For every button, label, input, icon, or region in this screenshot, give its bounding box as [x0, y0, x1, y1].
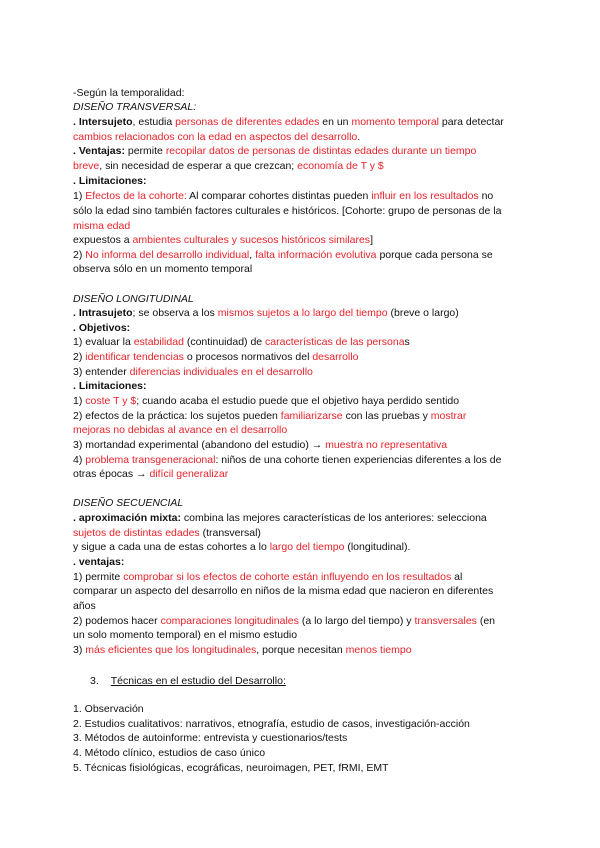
- tecnicas-heading: 3. Técnicas en el estudio del Desarrollo:: [90, 675, 286, 687]
- longitudinal-limitacion-2-line-1: 2) efectos de la práctica: los sujetos pueden familiarizarse con las pruebas y mostrar: [73, 410, 467, 422]
- transversal-ventajas-line-2: breve, sin necesidad de esperar a que crezcan; economía de T y $: [73, 160, 384, 172]
- secuencial-ventaja-1-line-1: 1) permite comprobar si los efectos de cohorte están influyendo en los resultados al: [73, 571, 463, 583]
- secuencial-ventajas-label: . ventajas:: [73, 556, 125, 568]
- secuencial-ventaja-1-line-3: años: [73, 600, 96, 612]
- longitudinal-title: DISEÑO LONGITUDINAL: [73, 293, 194, 305]
- secuencial-ventaja-1-line-2: comparar un aspecto del desarrollo en niños de la misma edad que nacieron en diferentes: [73, 585, 494, 597]
- transversal-limitacion-1-line-3: misma edad: [73, 220, 131, 232]
- longitudinal-intrasujeto: . Intrasujeto; se observa a los mismos sujetos a lo largo del tiempo (breve o largo): [73, 307, 459, 319]
- transversal-limitacion-2-line-2: observa sólo en un momento temporal: [73, 263, 253, 275]
- longitudinal-limitacion-1: 1) coste T y $; cuando acaba el estudio puede que el objetivo haya perdido sentido: [73, 395, 460, 407]
- secuencial-ventaja-2-line-2: un solo momento temporal) en el mismo estudio: [73, 629, 298, 641]
- secuencial-ventaja-2-line-1: 2) podemos hacer comparaciones longitudinales (a lo largo del tiempo) y transversales (en: [73, 615, 496, 627]
- transversal-ventajas-line-1: . Ventajas: permite recopilar datos de personas de distintas edades durante un tiempo: [73, 145, 477, 157]
- transversal-limitacion-1-line-2: sólo la edad sino también factores culturales e históricos. [Cohorte: grupo de personas de la: [73, 205, 502, 217]
- tecnica-item: 4. Método clínico, estudios de caso único: [73, 747, 266, 759]
- transversal-limitacion-1-line-4: expuestos a ambientes culturales y sucesos históricos similares]: [73, 234, 373, 246]
- transversal-intersujeto-line-2: cambios relacionados con la edad en aspectos del desarrollo.: [73, 131, 361, 143]
- longitudinal-limitaciones-label: . Limitaciones:: [73, 380, 147, 392]
- secuencial-aproximacion-line-3: y sigue a cada una de estas cohortes a lo largo del tiempo (longitudinal).: [73, 541, 411, 553]
- longitudinal-limitacion-4-line-1: 4) problema transgeneracional: niños de una cohorte tienen experiencias diferentes a los de: [73, 454, 502, 466]
- transversal-limitacion-1-line-1: 1) Efectos de la cohorte: Al comparar cohortes distintas pueden influir en los resultados no: [73, 190, 494, 202]
- longitudinal-objetivo-2: 2) identificar tendencias o procesos normativos del desarrollo: [73, 351, 359, 363]
- longitudinal-limitacion-3: 3) mortandad experimental (abandono del estudio) → muestra no representativa: [73, 439, 448, 451]
- temporalidad-heading: -Según la temporalidad:: [73, 87, 185, 99]
- transversal-limitacion-2-line-1: 2) No informa del desarrollo individual, falta información evolutiva porque cada persona se: [73, 249, 493, 261]
- transversal-intersujeto-line-1: . Intersujeto, estudia personas de diferentes edades en un momento temporal para detectar: [73, 116, 504, 128]
- longitudinal-objetivos-label: . Objetivos:: [73, 322, 131, 334]
- secuencial-title: DISEÑO SECUENCIAL: [73, 497, 184, 509]
- longitudinal-objetivo-3: 3) entender diferencias individuales en el desarrollo: [73, 366, 313, 378]
- tecnica-item: 2. Estudios cualitativos: narrativos, etnografía, estudio de casos, investigación-acción: [73, 718, 470, 730]
- tecnica-item: 1. Observación: [73, 703, 144, 715]
- longitudinal-objetivo-1: 1) evaluar la estabilidad (continuidad) de características de las personas: [73, 336, 410, 348]
- tecnica-item: 3. Métodos de autoinforme: entrevista y cuestionarios/tests: [73, 732, 348, 744]
- longitudinal-limitacion-2-line-2: mejoras no debidas al avance en el desarrollo: [73, 424, 288, 436]
- secuencial-aproximacion-line-2: sujetos de distintas edades (transversal): [73, 527, 261, 539]
- longitudinal-limitacion-4-line-2: otras épocas → difícil generalizar: [73, 468, 229, 480]
- transversal-title: DISEÑO TRANSVERSAL:: [73, 101, 197, 113]
- tecnica-item: 5. Técnicas fisiológicas, ecográficas, neuroimagen, PET, fRMI, EMT: [73, 762, 389, 774]
- secuencial-ventaja-3: 3) más eficientes que los longitudinales, porque necesitan menos tiempo: [73, 644, 412, 656]
- transversal-limitaciones-label: . Limitaciones:: [73, 175, 147, 187]
- secuencial-aproximacion-line-1: . aproximación mixta: combina las mejores características de los anteriores: selecciona: [73, 512, 487, 524]
